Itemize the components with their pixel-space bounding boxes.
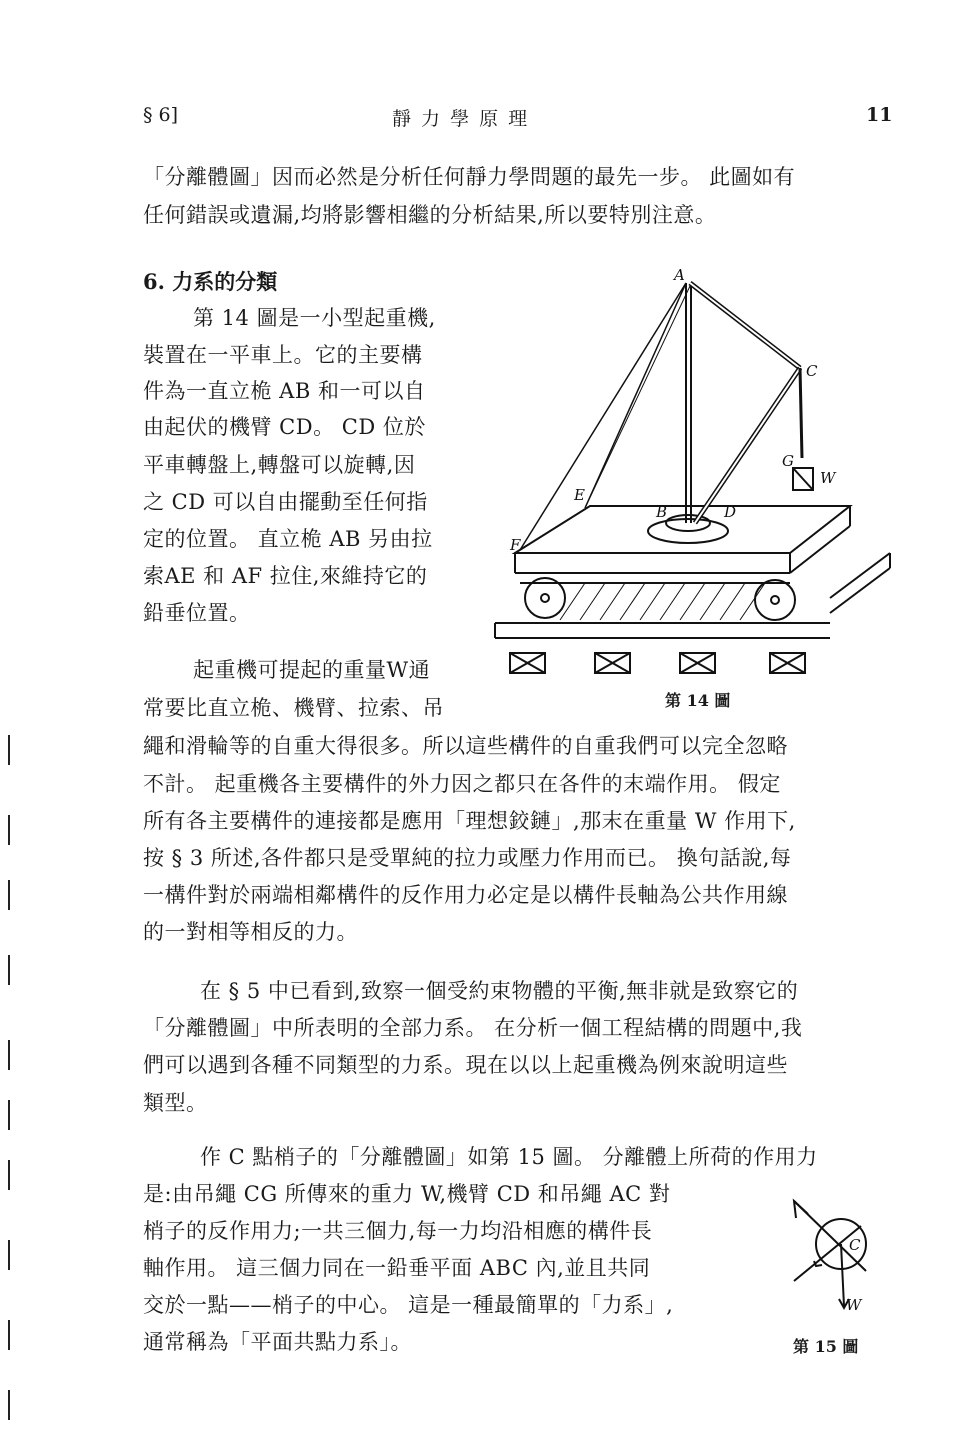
svg-text:F: F <box>510 536 521 554</box>
margin-mark <box>8 1320 10 1350</box>
para3-line: 們可以遇到各種不同類型的力系。現在以以上起重機為例來說明這些 <box>143 1053 788 1077</box>
para1-line: 鉛垂位置。 <box>143 601 251 625</box>
margin-mark <box>8 815 10 845</box>
margin-mark <box>8 955 10 985</box>
svg-text:E: E <box>574 486 585 504</box>
figure-15-caption: 第 15 圖 <box>793 1337 859 1356</box>
svg-text:W: W <box>846 1296 862 1314</box>
margin-mark <box>8 880 10 910</box>
figure-14-crane <box>490 268 910 678</box>
para1-line: 定的位置。 直立桅 AB 另由拉 <box>143 527 433 551</box>
para2-line: 所有各主要構件的連接都是應用「理想鉸鏈」,那末在重量 W 作用下, <box>143 809 796 833</box>
para3-line: 在 § 5 中已看到,致察一個受約束物體的平衡,無非就是致察它的 <box>200 979 799 1003</box>
para3-line: 類型。 <box>143 1091 208 1115</box>
para2-line: 繩和滑輪等的自重大得很多。所以這些構件的自重我們可以完全忽略 <box>143 734 788 758</box>
para1-line: 索AE 和 AF 拉住,來維持它的 <box>143 564 428 588</box>
para2-line: 的一對相等相反的力。 <box>143 920 358 944</box>
para4-line: 梢子的反作用力;一共三個力,每一力均沿相應的構件長 <box>143 1219 653 1243</box>
para2-line: 常要比直立桅、機臂、拉索、吊 <box>143 696 444 720</box>
page-number: 11 <box>866 104 893 126</box>
svg-text:G: G <box>782 452 794 470</box>
margin-mark <box>8 1390 10 1420</box>
margin-mark <box>8 735 10 765</box>
para4-line: 是:由吊繩 CG 所傳來的重力 W,機臂 CD 和吊繩 AC 對 <box>143 1182 671 1206</box>
para1-line: 件為一直立桅 AB 和一可以自 <box>143 379 426 403</box>
section-title: 6. 力系的分類 <box>143 269 278 294</box>
para4-line: 作 C 點梢子的「分離體圖」如第 15 圖。 分離體上所荷的作用力 <box>200 1145 818 1169</box>
para4-line: 交於一點——梢子的中心。 這是一種最簡單的「力系」, <box>143 1293 674 1317</box>
margin-mark <box>8 1040 10 1070</box>
header-section-ref: § 6] <box>143 104 179 126</box>
margin-mark <box>8 1160 10 1190</box>
para1-line: 裝置在一平車上。它的主要構 <box>143 343 423 367</box>
margin-mark <box>8 1240 10 1270</box>
margin-mark <box>8 1100 10 1130</box>
para2-line: 一構件對於兩端相鄰構件的反作用力必定是以構件長軸為公共作用線 <box>143 883 788 907</box>
para1-line: 平車轉盤上,轉盤可以旋轉,因 <box>143 453 416 477</box>
para2-line: 不計。 起重機各主要構件的外力因之都只在各件的末端作用。 假定 <box>143 772 781 796</box>
svg-text:D: D <box>724 503 737 521</box>
figure-15-pin-diagram <box>786 1196 886 1316</box>
para2-line: 按 § 3 所述,各件都只是受單純的拉力或壓力作用而已。 換句話說,每 <box>143 846 792 870</box>
figure-14-caption: 第 14 圖 <box>665 691 731 710</box>
intro-line: 任何錯誤或遺漏,均將影響相繼的分析結果,所以要特別注意。 <box>143 203 717 227</box>
para3-line: 「分離體圖」中所表明的全部力系。 在分析一個工程結構的問題中,我 <box>143 1016 803 1040</box>
svg-text:C: C <box>806 362 818 380</box>
intro-line: 「分離體圖」因而必然是分析任何靜力學問題的最先一步。 此圖如有 <box>143 165 796 189</box>
para1-line: 第 14 圖是一小型起重機, <box>193 306 436 330</box>
svg-text:A: A <box>674 268 685 284</box>
para2-line: 起重機可提起的重量W通 <box>193 658 431 682</box>
para1-line: 由起伏的機臂 CD。 CD 位於 <box>143 415 426 439</box>
para1-line: 之 CD 可以自由擺動至任何指 <box>143 490 428 514</box>
svg-text:W: W <box>820 469 836 487</box>
svg-text:C: C <box>849 1236 861 1254</box>
header-title: 靜 力 學 原 理 <box>392 108 530 130</box>
svg-text:B: B <box>656 503 668 521</box>
para4-line: 通常稱為「平面共點力系」。 <box>143 1330 412 1354</box>
para4-line: 軸作用。 這三個力同在一鉛垂平面 ABC 內,並且共同 <box>143 1256 651 1280</box>
